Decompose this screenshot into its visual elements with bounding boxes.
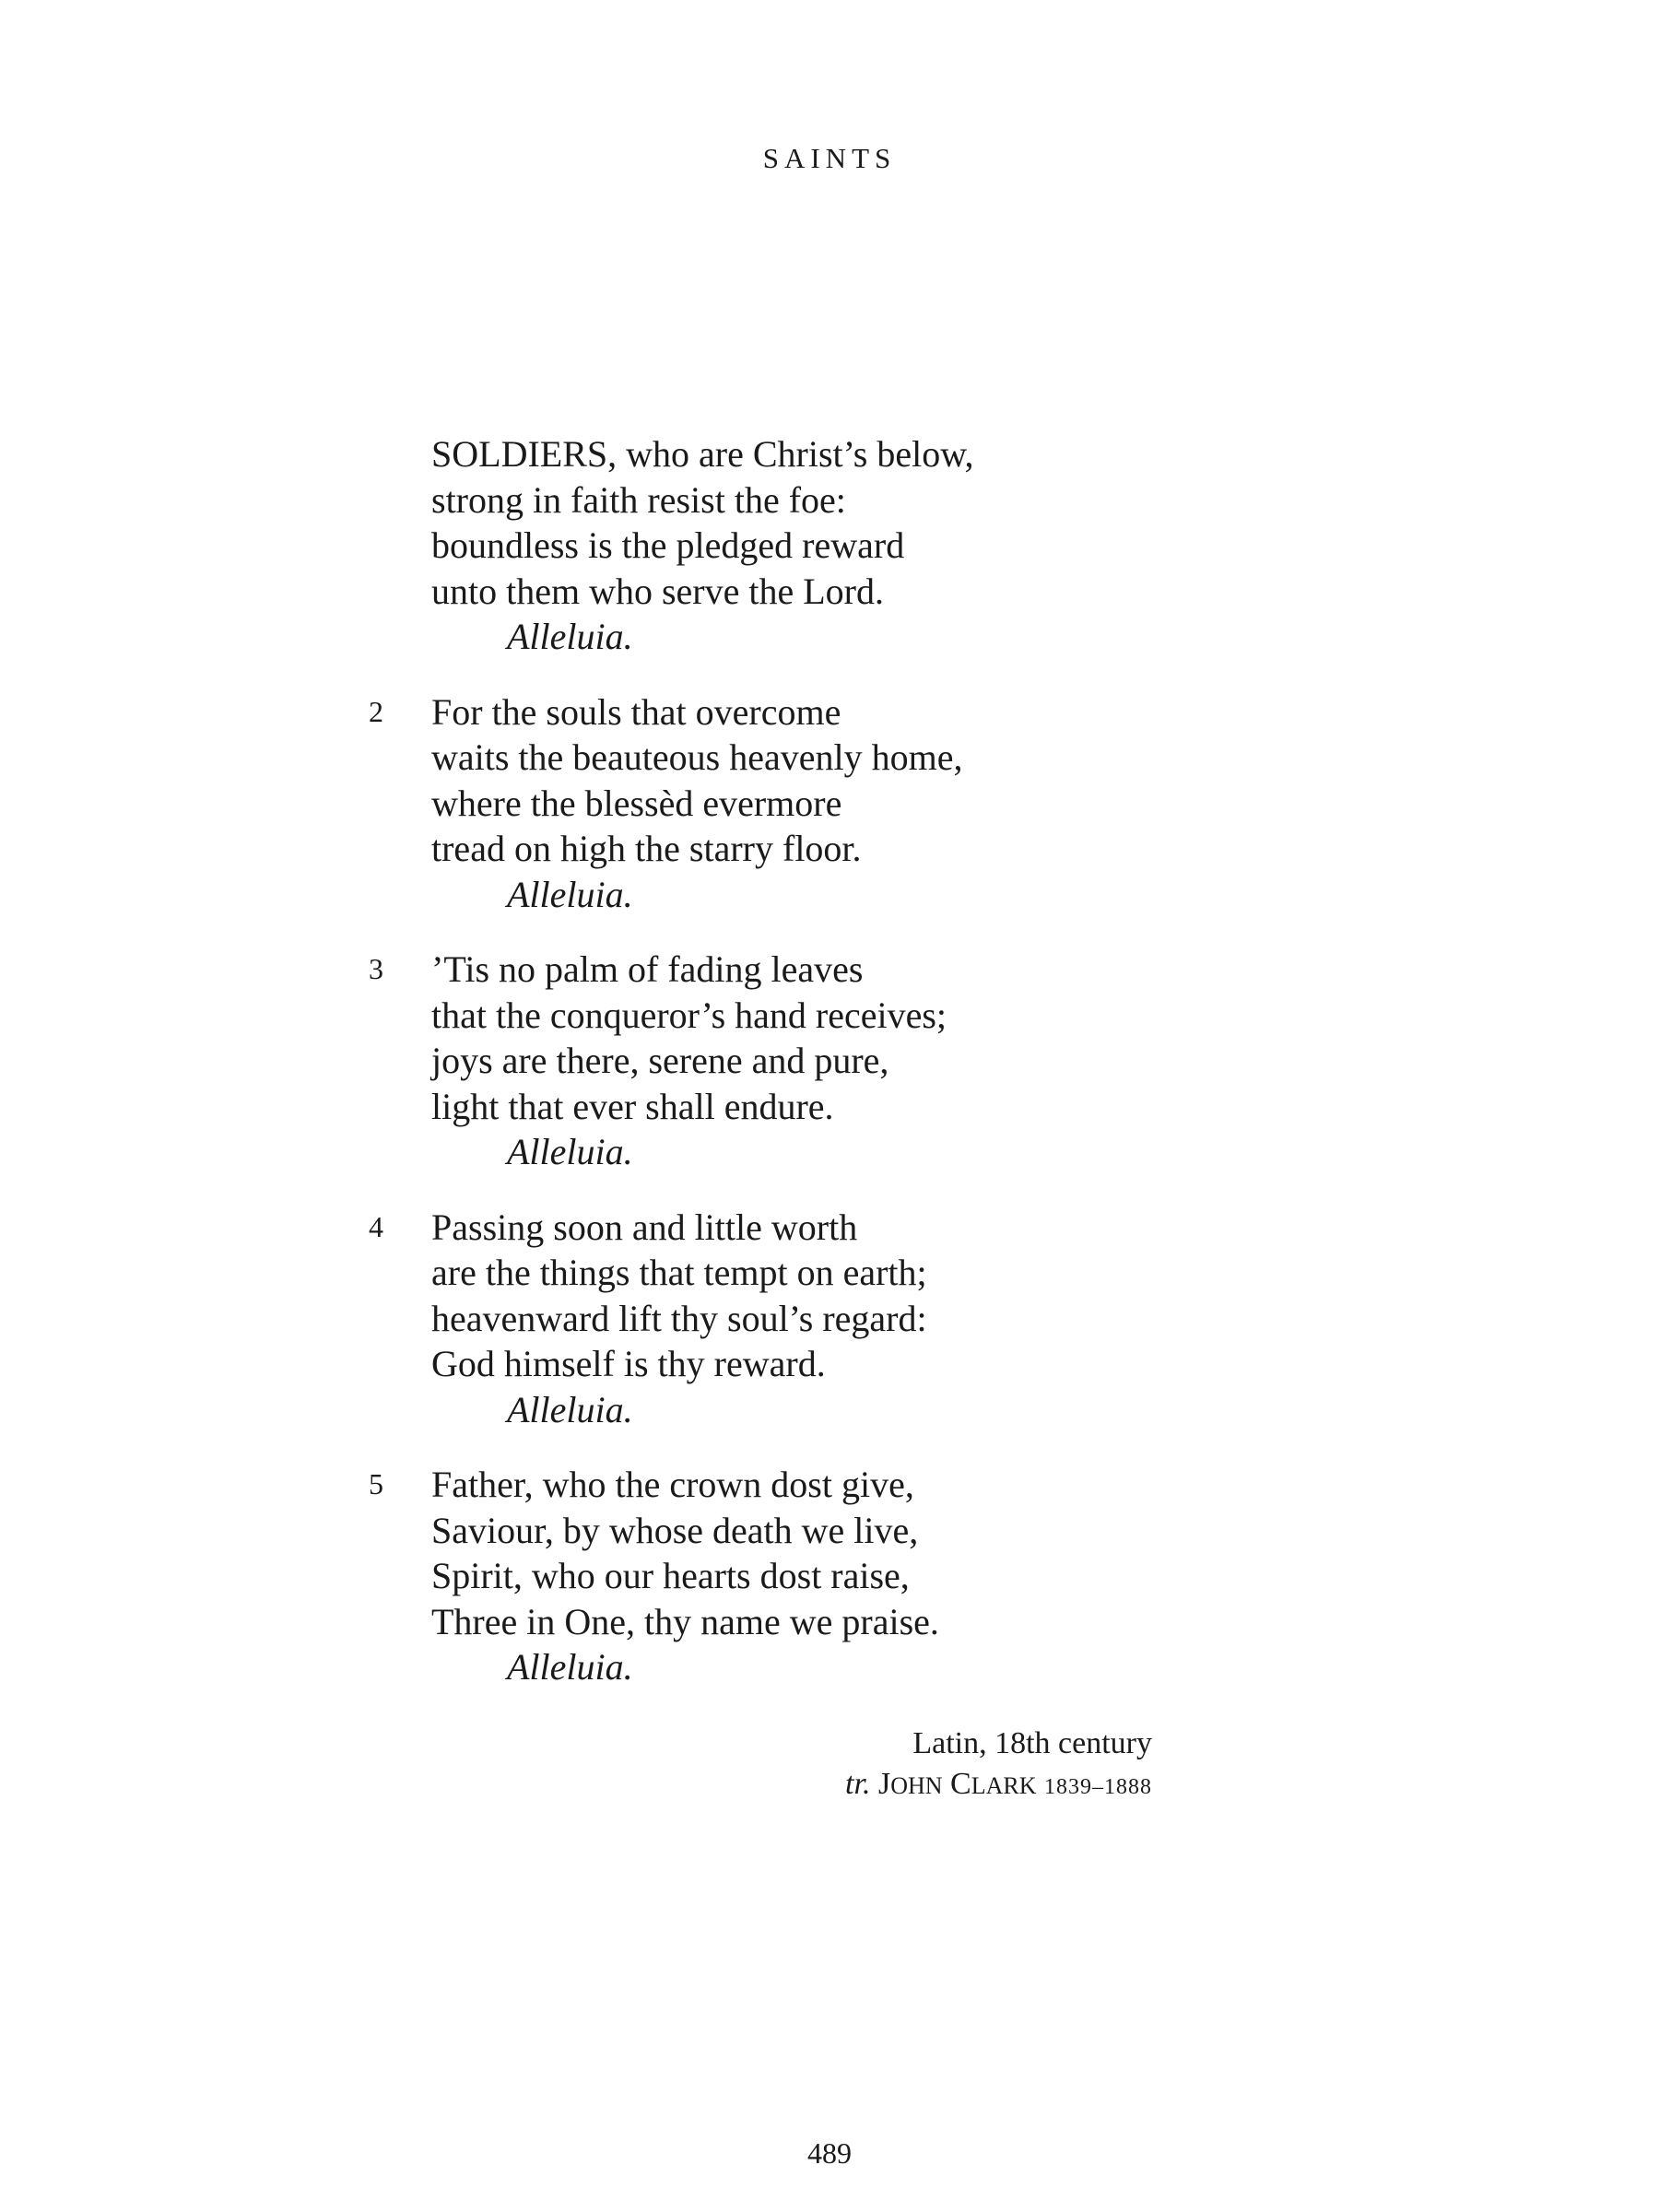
verse-5 [0,1462,1659,1690]
translator-first-initial: J [877,1767,891,1801]
verse-line: tread on high the starry floor. [431,828,862,869]
verse-line: unto them who serve the Lord. [431,570,884,612]
attribution-translator [845,1764,1152,1807]
translator-last-rest: LARK [971,1772,1037,1799]
verse-line: boundless is the pledged reward [431,524,905,566]
verse-1 [0,431,1659,660]
verse-line: where the blessèd evermore [431,782,842,824]
verse-number: 5 [369,1467,383,1500]
refrain: Alleluia. [507,616,633,657]
verse-line: Three in One, thy name we praise. [431,1600,939,1642]
translator-first-rest: OHN [890,1772,943,1799]
verse-line: are the things that tempt on earth; [431,1252,927,1293]
translator-dates: 1839–1888 [1044,1775,1152,1799]
attribution [845,1724,1152,1807]
hymn-text [0,431,1659,1720]
verse-number: 3 [369,952,383,985]
translator-last-initial: C [950,1767,971,1801]
verse-line: joys are there, serene and pure, [431,1040,889,1081]
verse-2 [0,689,1659,918]
verse-3 [0,947,1659,1175]
page-number: 489 [807,2136,852,2170]
verse-line: strong in faith resist the foe: [431,478,846,521]
verse-line: Passing soon and little worth [431,1206,858,1248]
verse-line: Spirit, who our hearts dost raise, [431,1555,910,1596]
verse-line: God himself is thy reward. [431,1343,826,1384]
refrain: Alleluia. [507,1131,633,1172]
verse-4 [0,1205,1659,1433]
verse-line: light that ever shall endure. [431,1085,834,1127]
running-head: SAINTS [762,142,897,174]
refrain: Alleluia. [507,1646,633,1688]
refrain: Alleluia. [507,1388,633,1430]
verse-line: ’Tis no palm of fading leaves [431,948,864,990]
verse-line: heavenward lift thy soul’s regard: [431,1297,927,1339]
verse-number: 4 [369,1209,383,1243]
verse-line: Father, who the crown dost give, [431,1464,914,1505]
refrain: Alleluia. [507,873,633,915]
verse-line: that the conqueror’s hand receives; [431,994,947,1036]
verse-line: For the souls that overcome [431,690,841,733]
verse-line: waits the beauteous heavenly home, [431,736,963,778]
verse-line: SOLDIERS, who are Christ’s below, [431,433,974,475]
verse-number: 2 [369,694,383,728]
verse-line: Saviour, by whose death we live, [431,1509,919,1551]
translator-prefix: tr. [845,1767,871,1801]
attribution-source: Latin, 18th century [912,1726,1152,1760]
